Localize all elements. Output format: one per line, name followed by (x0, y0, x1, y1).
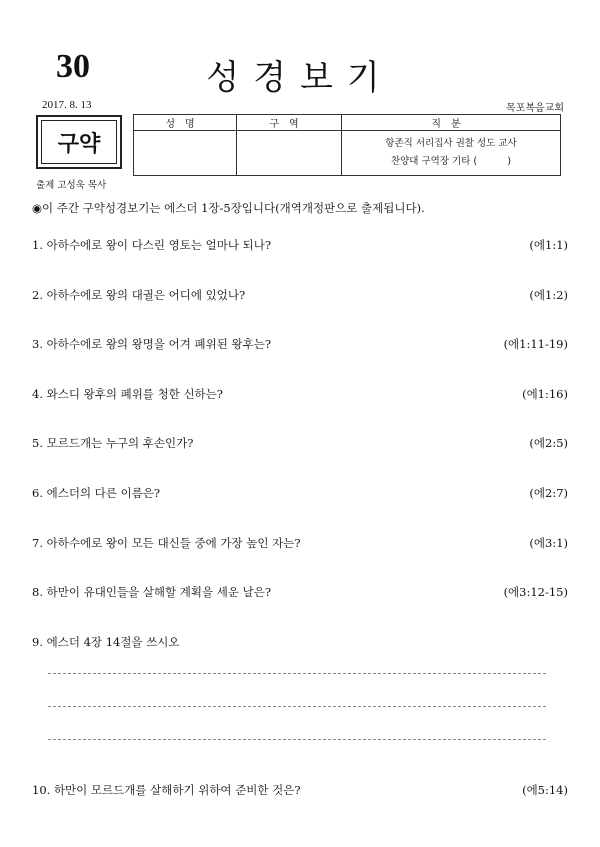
role-options-line2: 찬양대 구역장 기타 ( ) (390, 156, 512, 167)
answer-line[interactable] (48, 739, 546, 740)
author: 출제 고성욱 목사 (36, 180, 107, 191)
question-text: 1. 아하수에로 왕이 다스린 영토는 얼마나 되나? (32, 238, 272, 252)
district-header: 구역 (237, 115, 342, 131)
question-reference: (에1:11-19) (503, 337, 568, 351)
answer-line[interactable] (48, 673, 546, 674)
question-text: 7. 아하수에로 왕이 모든 대신들 중에 가장 높인 자는? (32, 536, 301, 550)
name-header: 성명 (134, 115, 237, 131)
page-title: 성경보기 (206, 58, 394, 98)
church-name: 목포복음교회 (506, 103, 564, 114)
question-text: 2. 아하수에로 왕의 대궐은 어디에 있었나? (32, 288, 246, 302)
info-table (133, 114, 561, 176)
role-cell[interactable] (342, 131, 561, 176)
role-header: 직분 (342, 115, 561, 131)
answer-line[interactable] (48, 706, 546, 707)
section-badge-label: 구약 (41, 120, 117, 164)
question-reference: (에1:2) (529, 288, 568, 302)
issue-number: 30 (56, 48, 90, 85)
intro-text: ◉이 주간 구약성경보기는 에스더 1장-5장입니다(개역개정판으로 출제됩니다). (32, 201, 425, 215)
question-reference: (에2:5) (529, 436, 568, 450)
question-text: 4. 와스디 왕후의 폐위를 청한 신하는? (32, 387, 223, 401)
question-text: 3. 아하수에로 왕의 왕명을 어겨 폐위된 왕후는? (32, 337, 272, 351)
question-text: 10. 하만이 모르드개를 살해하기 위하여 준비한 것은? (32, 783, 301, 797)
issue-date: 2017. 8. 13 (42, 99, 92, 111)
question-reference: (에2:7) (529, 486, 568, 500)
question-text: 6. 에스더의 다른 이름은? (32, 486, 161, 500)
district-cell[interactable] (237, 131, 342, 176)
section-badge (36, 115, 122, 169)
question-reference: (에5:14) (522, 783, 568, 797)
name-cell[interactable] (134, 131, 237, 176)
question-reference: (에3:12-15) (503, 585, 568, 599)
question-text: 5. 모르드개는 누구의 후손인가? (32, 436, 194, 450)
question-text: 9. 에스더 4장 14절을 쓰시오 (32, 635, 180, 649)
question-text: 8. 하만이 유대인들을 살해할 계획을 세운 날은? (32, 585, 272, 599)
question-reference: (에3:1) (529, 536, 568, 550)
question-reference: (에1:16) (522, 387, 568, 401)
question-reference: (에1:1) (529, 238, 568, 252)
role-options-line1: 항존직 서리집사 권찰 성도 교사 (385, 138, 517, 149)
